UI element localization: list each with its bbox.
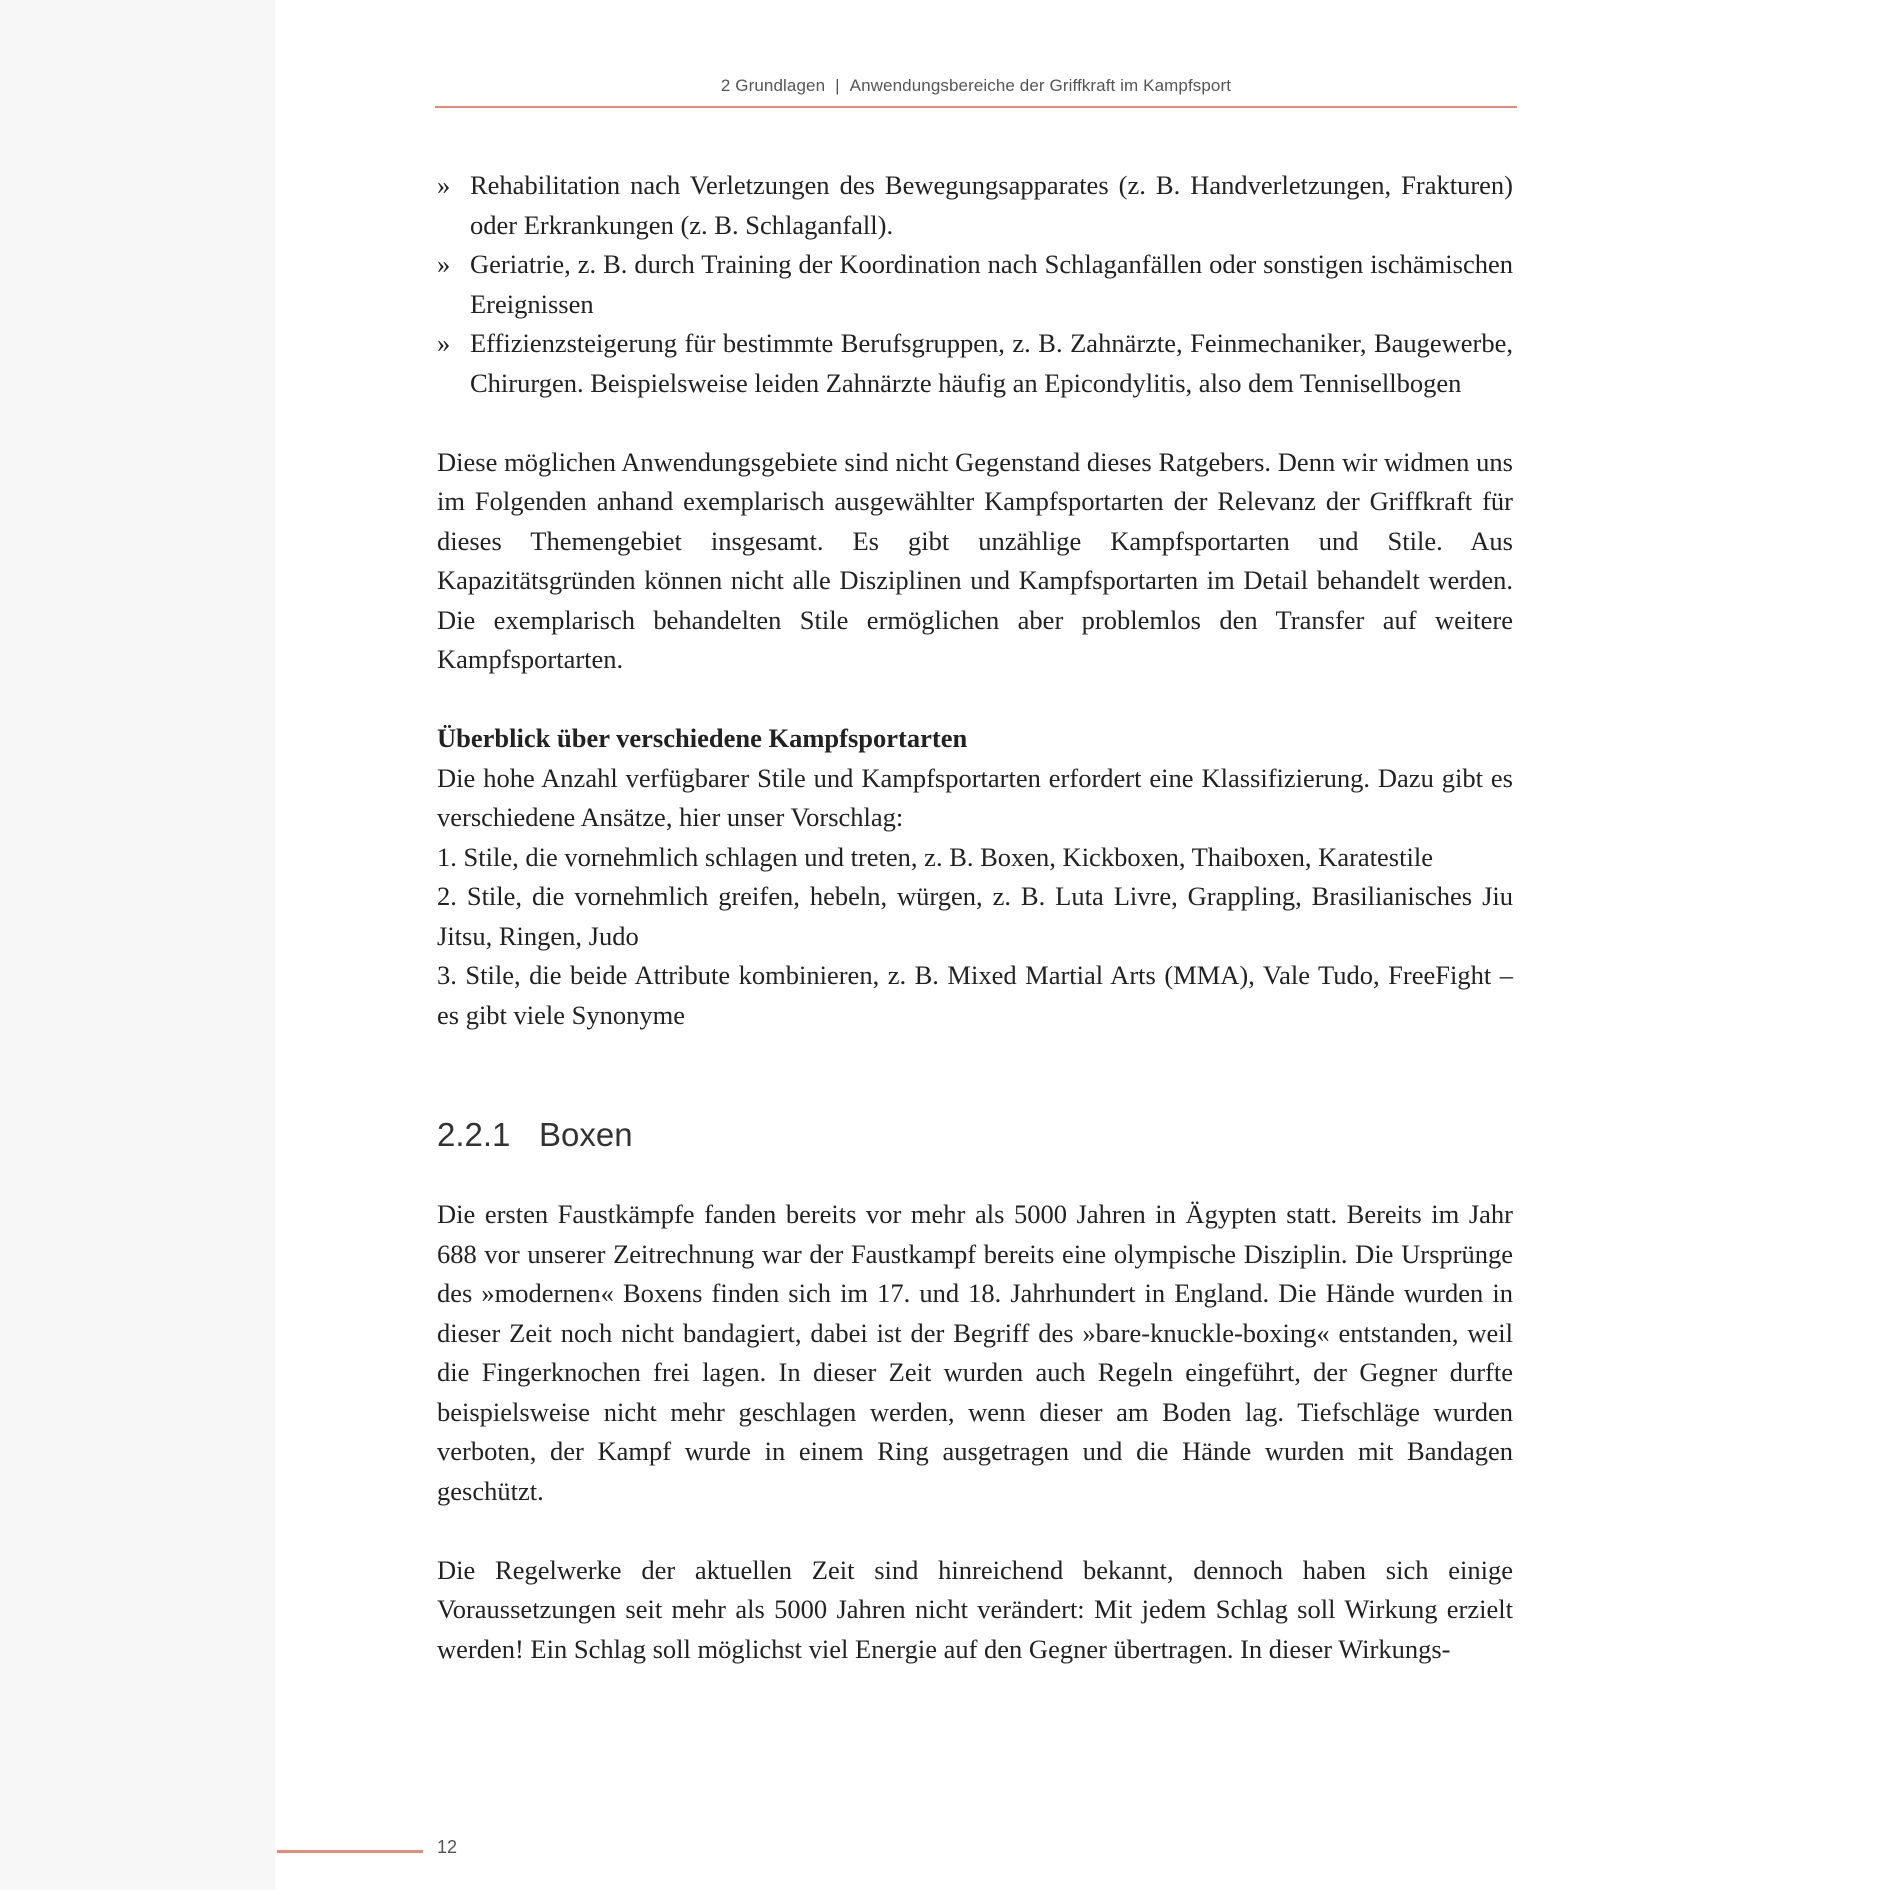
header-chapter: 2 Grundlagen (720, 76, 826, 95)
classification-item: 1. Stile, die vornehmlich schlagen und treten, z. B. Boxen, Kickboxen, Thaiboxen, Karatestile (437, 841, 1433, 872)
classification-item: 2. Stile, die vornehmlich greifen, hebeln, würgen, z. B. Luta Livre, Grappling, Brasilianisches Jiu Jitsu, Ringen, Judo (437, 881, 1513, 951)
section-heading (437, 1113, 1513, 1157)
overview-heading: Überblick über verschiedene Kampfsportarten (437, 723, 968, 753)
overview-intro: Die hohe Anzahl verfügbarer Stile und Kampfsportarten erfordert eine Klassifizierung. Dazu gibt es verschiedene Ansätze, hier unser Vorschlag: (437, 762, 1513, 832)
header-rule (435, 106, 1517, 108)
page-number: 12 (437, 1837, 458, 1857)
paragraph-scope: Diese möglichen Anwendungsgebiete sind nicht Gegenstand dieses Ratgebers. Denn wir widmen uns im Folgenden anhand exemplarisch ausgewählter Kampfsportarten der Relevanz der Griffkraft für dieses Themengebiet insgesamt. Es gibt unzählige Kampfsportarten und Stile. Aus Kapazitätsgründen können nicht alle Disziplinen und Kampfsportarten im Detail behandelt werden. Die exemplarisch behandelten Stile ermöglichen aber problemlos den Transfer auf weitere Kampfsportarten. (437, 446, 1513, 674)
header-section-title: Anwendungsbereiche der Griffkraft im Kampfsport (849, 76, 1232, 95)
classification-list (437, 838, 1513, 1036)
bullet-item: » Rehabilitation nach Verletzungen des Bewegungsapparates (z. B. Handverletzungen, Frakturen) oder Erkrankungen (z. B. Schlaganfall). (437, 166, 1513, 245)
running-header (435, 76, 1517, 96)
section-number: 2.2.1 (437, 1116, 511, 1153)
body-text (437, 166, 1513, 1669)
paragraph-rules: Die Regelwerke der aktuellen Zeit sind hinreichend bekannt, dennoch haben sich einige Voraussetzungen seit mehr als 5000 Jahren nicht verändert: Mit jedem Schlag soll Wirkung erzielt werden! Ein Schlag soll möglichst viel Energie auf den Gegner übertragen. In dieser Wirkungs- (437, 1554, 1513, 1664)
paragraph-history: Die ersten Faustkämpfe fanden bereits vor mehr als 5000 Jahren in Ägypten statt. Bereits im Jahr 688 vor unserer Zeitrechnung war der Faustkampf bereits eine olympische Disziplin. Die Ursprünge des »modernen« Boxens finden sich im 17. und 18. Jahrhundert in England. Die Hände wurden in dieser Zeit noch nicht bandagiert, dabei ist der Begriff des »bare-knuckle-boxing« entstanden, weil die Fingerknochen frei lagen. In dieser Zeit wurden auch Regeln eingeführt, der Gegner durfte beispielsweise nicht mehr geschlagen werden, wenn dieser am Boden lag. Tiefschläge wurden verboten, der Kampf wurde in einem Ring ausgetragen und die Hände wurden mit Bandagen geschützt. (437, 1199, 1513, 1506)
bullet-item: » Geriatrie, z. B. durch Training der Koordination nach Schlaganfällen oder sonstigen ischämischen Ereignissen (437, 245, 1513, 324)
section-title: Boxen (539, 1116, 633, 1153)
bullet-item: » Effizienzsteigerung für bestimmte Berufsgruppen, z. B. Zahnärzte, Feinmechaniker, Baugewerbe, Chirurgen. Beispielsweise leiden Zahnärzte häufig an Epicondylitis, also dem Tennisellbogen (437, 324, 1513, 403)
bullet-list (437, 166, 1513, 403)
header-separator: | (835, 76, 840, 95)
classification-item: 3. Stile, die beide Attribute kombinieren, z. B. Mixed Martial Arts (MMA), Vale Tudo, FreeFight – es gibt viele Synonyme (437, 960, 1513, 1030)
footer-rule (277, 1850, 423, 1853)
